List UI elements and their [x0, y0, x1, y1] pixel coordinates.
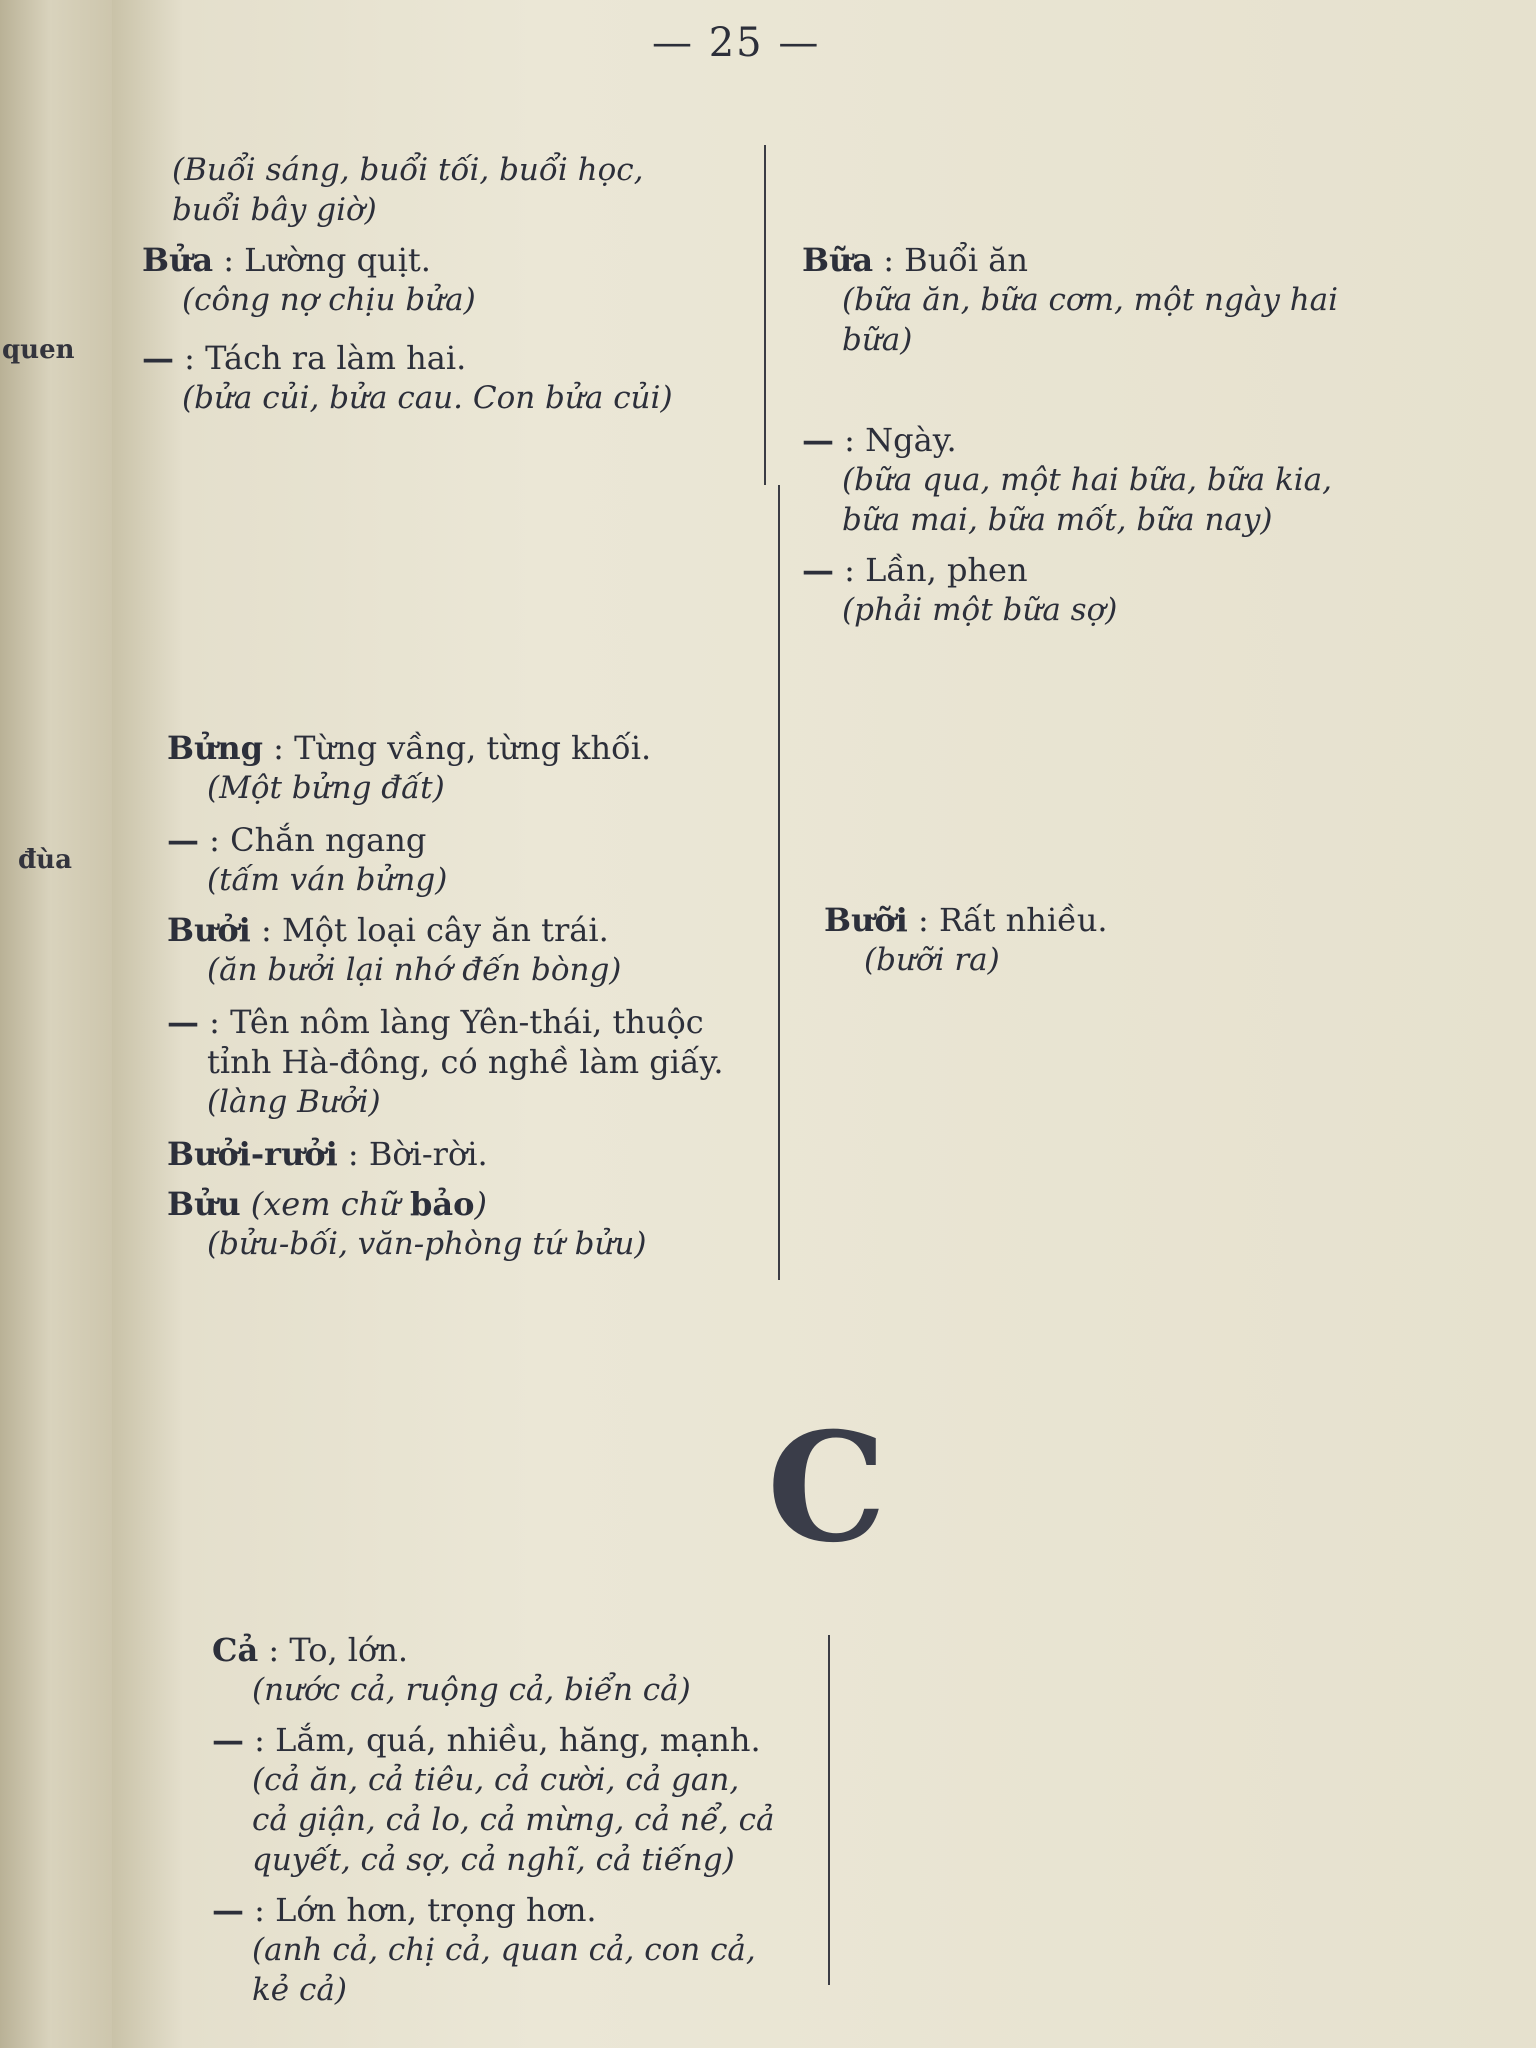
- headword: Bưởi-rưởi: [167, 1135, 338, 1173]
- definition: : Lường quịt.: [213, 241, 431, 279]
- definition: : Ngày.: [834, 421, 957, 459]
- entry-line: [167, 1134, 887, 1174]
- definition: : Buổi ăn: [873, 241, 1028, 279]
- example-line: (bưỡi ra): [864, 942, 1000, 978]
- example-line: (anh cả, chị cả, quan cả, con cả,: [252, 1932, 756, 1968]
- example-line: (làng Bưởi): [207, 1084, 381, 1120]
- example-line: (phải một bữa sợ): [842, 592, 1118, 628]
- margin-fragment: quen: [2, 335, 75, 365]
- page-number: — 25 —: [652, 20, 821, 66]
- entry-line: [212, 1630, 932, 1670]
- example-line: (bửa củi, bửa cau. Con bửa củi): [182, 380, 673, 416]
- headword: —: [212, 1721, 244, 1759]
- headword: Bửa: [142, 241, 214, 279]
- example-line: (Buổi sáng, buổi tối, buổi học,: [172, 152, 644, 188]
- example-line: (tấm ván bửng): [207, 862, 448, 898]
- example-line: (công nợ chịu bửa): [182, 282, 476, 318]
- cross-reference-word: bảo: [410, 1185, 475, 1223]
- example-line: (Một bửng đất): [207, 770, 445, 806]
- definition: : Chắn ngang: [199, 821, 427, 859]
- example-line: (cả ăn, cả tiêu, cả cười, cả gan,: [252, 1762, 740, 1798]
- headword: —: [802, 421, 834, 459]
- headword: —: [167, 1003, 199, 1041]
- headword: Cả: [212, 1631, 259, 1669]
- entry-line: [212, 1720, 932, 1760]
- entry-line: [142, 240, 782, 280]
- entry-line: [212, 1890, 932, 1930]
- headword: Bửng: [167, 729, 263, 767]
- definition: : Tách ra làm hai.: [174, 339, 467, 377]
- definition: : Rất nhiều.: [907, 901, 1108, 939]
- headword: —: [802, 551, 834, 589]
- entry-line: [167, 1184, 887, 1224]
- adjacent-page-edge: [0, 0, 112, 2048]
- example-line: (bửu-bối, văn-phòng tứ bửu): [207, 1226, 647, 1262]
- definition: : Lần, phen: [834, 551, 1028, 589]
- headword: Bưỡi: [824, 901, 908, 939]
- definition: : Lớn hơn, trọng hơn.: [244, 1891, 597, 1929]
- definition: : Từng vầng, từng khối.: [262, 729, 652, 767]
- entry-line: [142, 338, 782, 378]
- column-divider: [828, 1635, 830, 1985]
- example-line: (bữa ăn, bữa cơm, một ngày hai: [842, 282, 1339, 318]
- example-line: bữa): [842, 322, 913, 358]
- left-column-block-2: [167, 728, 887, 1264]
- entry-line: [824, 900, 1464, 940]
- right-column-block-2: [824, 900, 1464, 980]
- definition: : Bời-rời.: [337, 1135, 488, 1173]
- headword: Bưởi: [167, 911, 251, 949]
- definition: : Lắm, quá, nhiều, hăng, mạnh.: [244, 1721, 761, 1759]
- right-column-block-1: [802, 240, 1522, 630]
- example-line: cả giận, cả lo, cả mừng, cả nể, cả: [252, 1802, 775, 1838]
- example-line: quyết, cả sợ, cả nghĩ, cả tiếng): [252, 1842, 735, 1878]
- example-line: (nước cả, ruộng cả, biển cả): [252, 1672, 691, 1708]
- definition: : To, lớn.: [258, 1631, 409, 1669]
- entry-line: [167, 728, 887, 768]
- example-line: kẻ cả): [252, 1972, 347, 2008]
- dictionary-page: [112, 0, 1536, 2048]
- entry-line: [802, 240, 1522, 280]
- definition: : Tên nôm làng Yên-thái, thuộc: [199, 1003, 704, 1041]
- entry-line: [802, 420, 1522, 460]
- definition-continuation: tỉnh Hà-đông, có nghề làm giấy.: [207, 1043, 724, 1081]
- entry-line: [167, 1002, 887, 1042]
- cross-reference: (xem chữ: [240, 1185, 411, 1223]
- section-letter-c: C: [767, 1400, 887, 1576]
- headword: —: [167, 821, 199, 859]
- headword: —: [142, 339, 174, 377]
- column-divider: [764, 145, 766, 485]
- left-column-block-3: [212, 1630, 932, 2010]
- margin-fragment: đùa: [18, 845, 72, 875]
- example-line: buổi bây giờ): [172, 192, 377, 228]
- entry-line: [802, 550, 1522, 590]
- example-line: bữa mai, bữa mốt, bữa nay): [842, 502, 1273, 538]
- entry-line: [167, 910, 887, 950]
- definition: : Một loại cây ăn trái.: [250, 911, 609, 949]
- cross-reference-close: ): [474, 1185, 487, 1223]
- headword: —: [212, 1891, 244, 1929]
- left-column-block-1: [142, 150, 782, 418]
- headword: Bửu: [167, 1185, 241, 1223]
- example-line: (bữa qua, một hai bữa, bữa kia,: [842, 462, 1333, 498]
- headword: Bữa: [802, 241, 874, 279]
- entry-line: [167, 820, 887, 860]
- example-line: (ăn bưởi lại nhớ đến bòng): [207, 952, 622, 988]
